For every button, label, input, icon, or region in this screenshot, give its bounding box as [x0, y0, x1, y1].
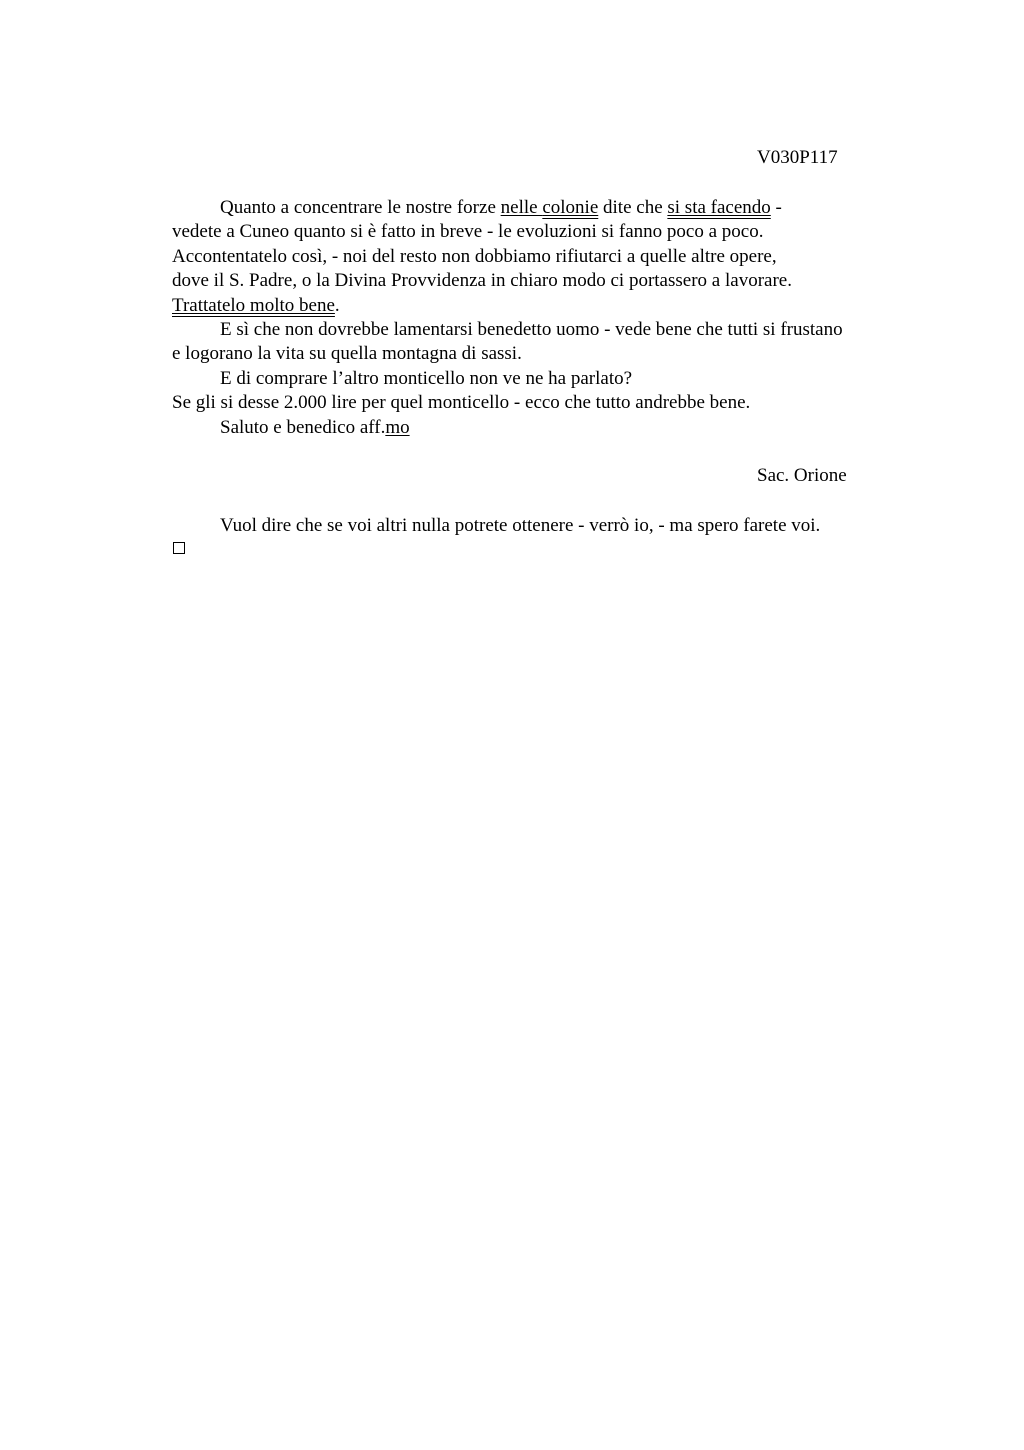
text-segment: dite che [598, 197, 668, 218]
letter-body [172, 196, 912, 440]
underlined-text: nelle [500, 197, 543, 218]
text-segment: . [334, 294, 340, 316]
paragraph-1-line-2: vedete a Cuneo quanto si è fatto in breve - le evoluzioni si fanno poco a poco. [172, 221, 764, 243]
paragraph-3-line-2: Se gli si desse 2.000 lire per quel monticello - ecco che tutto andrebbe bene. [172, 392, 751, 414]
signature: Sac. Orione [757, 465, 847, 486]
closing-line [172, 416, 912, 440]
postscript [172, 514, 820, 538]
text-segment: Quanto a concentrare le nostre forze [220, 197, 501, 218]
paragraph-1-line-3: Accontentatelo così, - noi del resto non dobbiamo rifiutarci a quelle altre opere, [172, 245, 777, 267]
postscript-text: Vuol dire che se voi altri nulla potrete ottenere - verrò io, - ma spero farete voi. [220, 515, 821, 536]
page-id: V030P117 [757, 147, 838, 168]
paragraph-1-line-4: dove il S. Padre, o la Divina Provvidenza in chiaro modo ci portassero a lavorare. [172, 270, 792, 292]
paragraph-3-line-1: E di comprare l’altro monticello non ve ne ha parlato? [220, 367, 633, 389]
text-segment: Saluto e benedico aff. [220, 416, 386, 438]
double-underlined-text: colonie [542, 197, 599, 218]
underlined-text: mo [385, 416, 410, 438]
double-underlined-text: si sta facendo [667, 197, 771, 218]
paragraph-2-line-2: e logorano la vita su quella montagna di sassi. [172, 343, 522, 365]
text-segment: - [770, 197, 782, 218]
paragraph-1-line-5 [172, 294, 912, 318]
paragraph-1-line-1 [172, 196, 912, 220]
end-mark-box [173, 542, 185, 554]
double-underlined-text: Trattatelo molto bene [172, 294, 335, 316]
paragraph-2-line-1: E sì che non dovrebbe lamentarsi benedetto uomo - vede bene che tutti si frustano [220, 319, 843, 341]
